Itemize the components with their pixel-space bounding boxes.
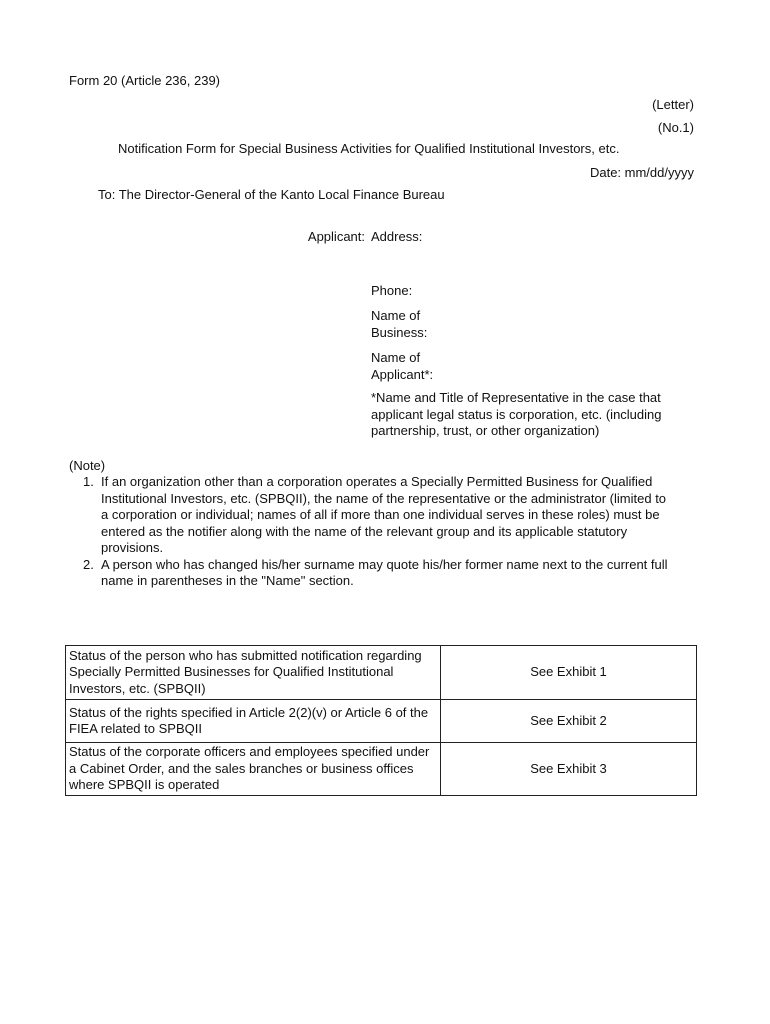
table-row xyxy=(66,646,697,700)
form-title: Notification Form for Special Business Activities for Qualified Institutional Investors, etc. xyxy=(118,141,620,156)
note-text: If an organization other than a corporation operates a Specially Permitted Business for Qualified Institutional Investors, etc. (SPBQII), the name of the representative or the administrator (limited to a corporation or individual; names of all if more than one individual serves in these roles) must be entered as the notifier along with the name of the relevant group and its applicable statutory provisions. xyxy=(101,474,667,555)
applicant-label: Applicant: xyxy=(307,229,365,244)
exhibits-table xyxy=(65,645,697,796)
addressee: To: The Director-General of the Kanto Local Finance Bureau xyxy=(98,187,445,202)
status-cell: Status of the rights specified in Article 2(2)(v) or Article 6 of the FIEA related to SPBQII xyxy=(66,700,441,743)
form-number: Form 20 (Article 236, 239) xyxy=(69,73,221,88)
applicant-name-label xyxy=(371,350,433,383)
table-row xyxy=(66,743,697,796)
letter-label: (Letter) xyxy=(652,97,694,112)
applicant-name-label-line1: Name of xyxy=(371,350,421,365)
number-label: (No.1) xyxy=(657,120,694,135)
note-number: 1. xyxy=(83,474,94,489)
note-number: 2. xyxy=(83,556,94,572)
applicant-footnote: *Name and Title of Representative in the case that applicant legal status is corporation, etc. (including partnership, trust, or other organization) xyxy=(371,390,662,438)
note-item xyxy=(70,557,670,590)
applicant-name-label-line2: Applicant*: xyxy=(371,366,434,382)
address-label: Address: xyxy=(371,229,423,244)
table-row xyxy=(66,700,697,743)
business-name-label xyxy=(371,308,427,341)
status-cell: Status of the person who has submitted notification regarding Specially Permitted Businesses for Qualified Institutional Investors, etc. (SPBQII) xyxy=(66,646,441,700)
notes-heading: (Note) xyxy=(69,458,106,473)
notes-list xyxy=(70,474,670,590)
phone-label: Phone: xyxy=(371,283,413,298)
exhibit-cell: See Exhibit 3 xyxy=(441,743,697,796)
date-field: Date: mm/dd/yyyy xyxy=(589,165,694,180)
business-name-label-line1: Name of xyxy=(371,308,421,323)
exhibit-cell: See Exhibit 1 xyxy=(441,646,697,700)
note-item xyxy=(70,474,670,557)
note-text: A person who has changed his/her surname may quote his/her former name next to the current full name in parentheses in the "Name" section. xyxy=(101,556,668,588)
exhibit-cell: See Exhibit 2 xyxy=(441,700,697,743)
business-name-label-line2: Business: xyxy=(371,324,428,340)
status-cell: Status of the corporate officers and employees specified under a Cabinet Order, and the sales branches or business offices where SPBQII is operated xyxy=(66,743,441,796)
